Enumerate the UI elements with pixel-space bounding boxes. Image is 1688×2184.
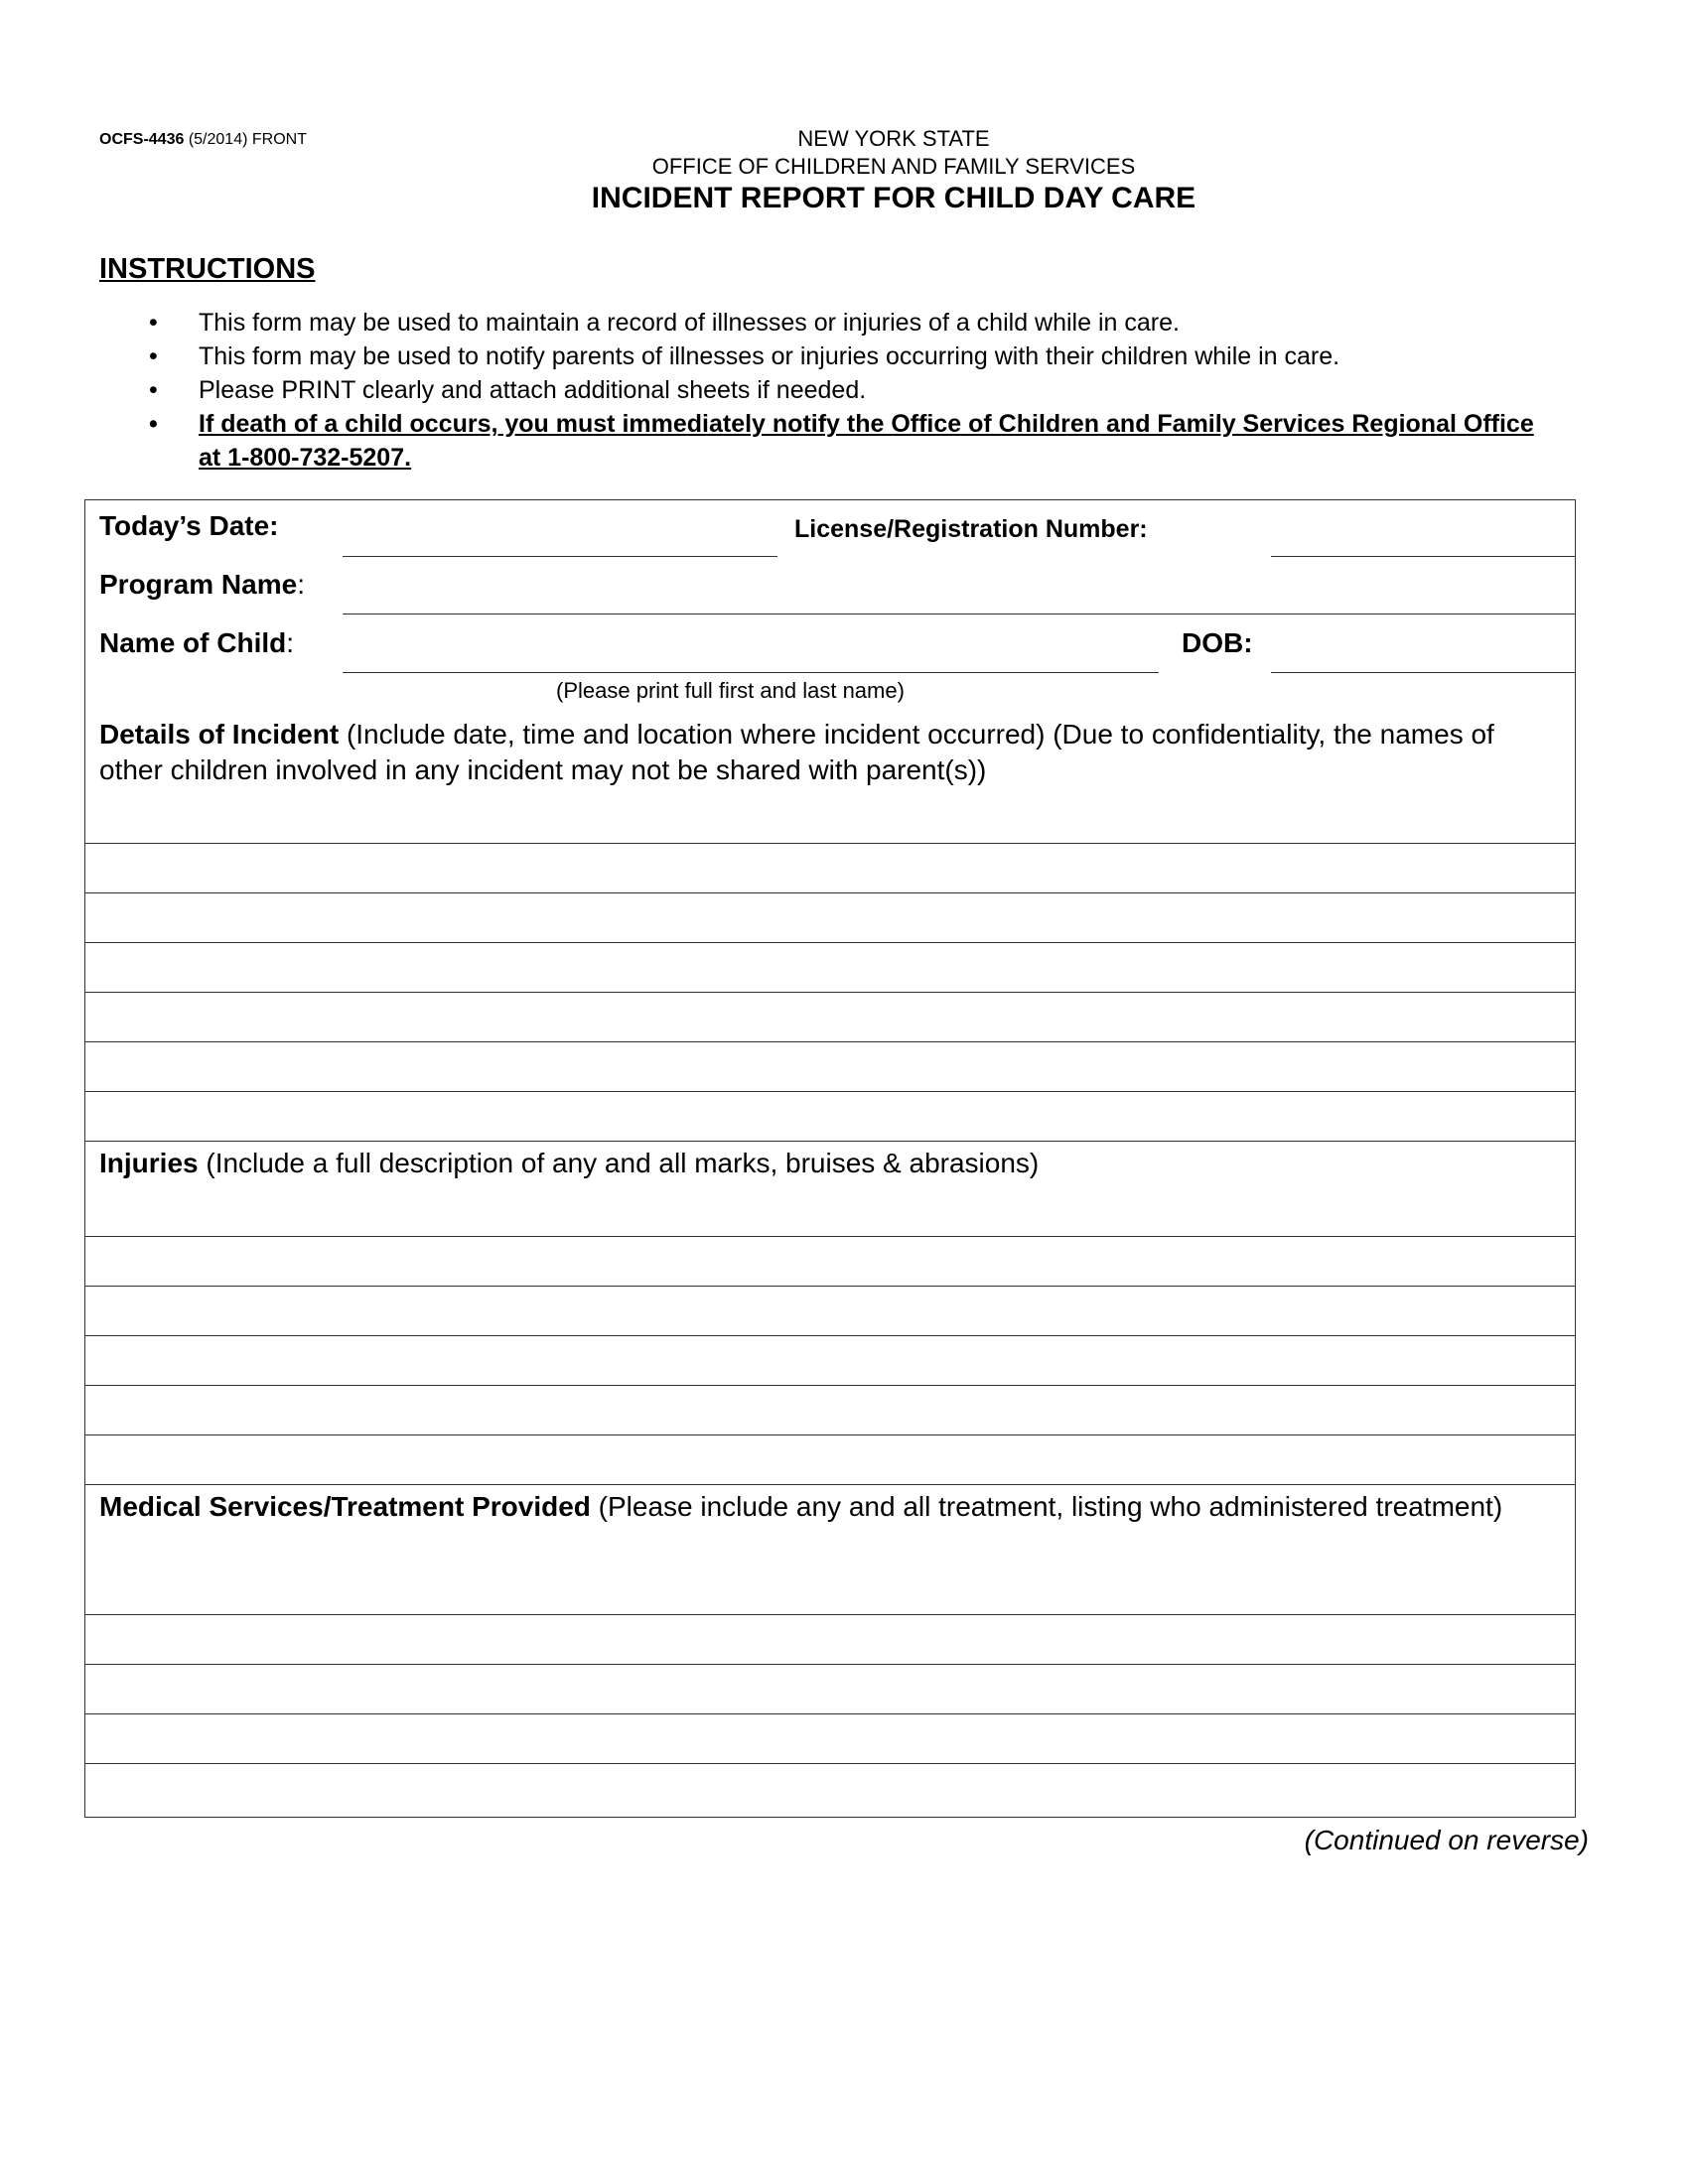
incident-line[interactable] — [84, 843, 1576, 844]
instruction-item: • This form may be used to maintain a record of illnesses or injuries of a child while in care. — [149, 306, 1539, 340]
injuries-line[interactable] — [84, 1385, 1576, 1386]
incident-section-heading: Details of Incident (Include date, time and location where incident occurred) (Due to confidentiality, the names of other children involved in any incident may not be shared with parent(s)) — [99, 719, 1494, 785]
bullet-icon: • — [149, 376, 158, 404]
injuries-line[interactable] — [84, 1286, 1576, 1287]
child-name-label: Name of Child: — [99, 627, 295, 658]
bullet-icon: • — [149, 309, 158, 337]
incident-line[interactable] — [84, 1091, 1576, 1092]
todays-date-field[interactable] — [343, 556, 777, 557]
medical-line[interactable] — [84, 1614, 1576, 1615]
medical-line[interactable] — [84, 1763, 1576, 1764]
medical-section-heading: Medical Services/Treatment Provided (Please include any and all treatment, listing who administered treatment) — [99, 1491, 1503, 1522]
office-name: OFFICE OF CHILDREN AND FAMILY SERVICES — [651, 154, 1136, 179]
injuries-line[interactable] — [84, 1335, 1576, 1336]
name-hint: (Please print full first and last name) — [556, 678, 905, 703]
instruction-item: • Please PRINT clearly and attach additional sheets if needed. — [149, 373, 1539, 407]
medical-line[interactable] — [84, 1713, 1576, 1714]
form-revision: (5/2014) FRONT — [188, 131, 307, 148]
injuries-line[interactable] — [84, 1236, 1576, 1237]
incident-line[interactable] — [84, 1041, 1576, 1042]
medical-line[interactable] — [84, 1664, 1576, 1665]
program-name-label: Program Name: — [99, 569, 305, 600]
instructions-list — [149, 306, 1539, 475]
instruction-item: • This form may be used to notify parents of illnesses or injuries occurring with their children while in care. — [149, 340, 1539, 373]
license-number-label: License/Registration Number: — [794, 515, 1148, 543]
todays-date-label: Today’s Date: — [99, 510, 279, 541]
license-number-field[interactable] — [1271, 556, 1576, 557]
state-name: NEW YORK STATE — [797, 126, 990, 151]
instructions-heading: INSTRUCTIONS — [99, 253, 316, 285]
incident-line[interactable] — [84, 942, 1576, 943]
section-divider — [84, 1141, 1576, 1142]
page-title: INCIDENT REPORT FOR CHILD DAY CARE — [591, 182, 1196, 214]
dob-field[interactable] — [1271, 672, 1576, 673]
continued-note: (Continued on reverse) — [1304, 1825, 1589, 1855]
injuries-section-heading: Injuries (Include a full description of any and all marks, bruises & abrasions) — [99, 1148, 1040, 1178]
instruction-item-warning: • If death of a child occurs, you must immediately notify the Office of Children and Family Services Regional Office at 1-800-732-5207. — [149, 407, 1539, 475]
bullet-icon: • — [149, 410, 158, 438]
form-code: OCFS-4436 — [99, 131, 185, 148]
injuries-line[interactable] — [84, 1434, 1576, 1435]
incident-line[interactable] — [84, 992, 1576, 993]
incident-line[interactable] — [84, 892, 1576, 893]
dob-label: DOB: — [1182, 627, 1253, 658]
section-divider — [84, 1484, 1576, 1485]
bullet-icon: • — [149, 342, 158, 370]
child-name-field[interactable] — [343, 672, 1159, 673]
